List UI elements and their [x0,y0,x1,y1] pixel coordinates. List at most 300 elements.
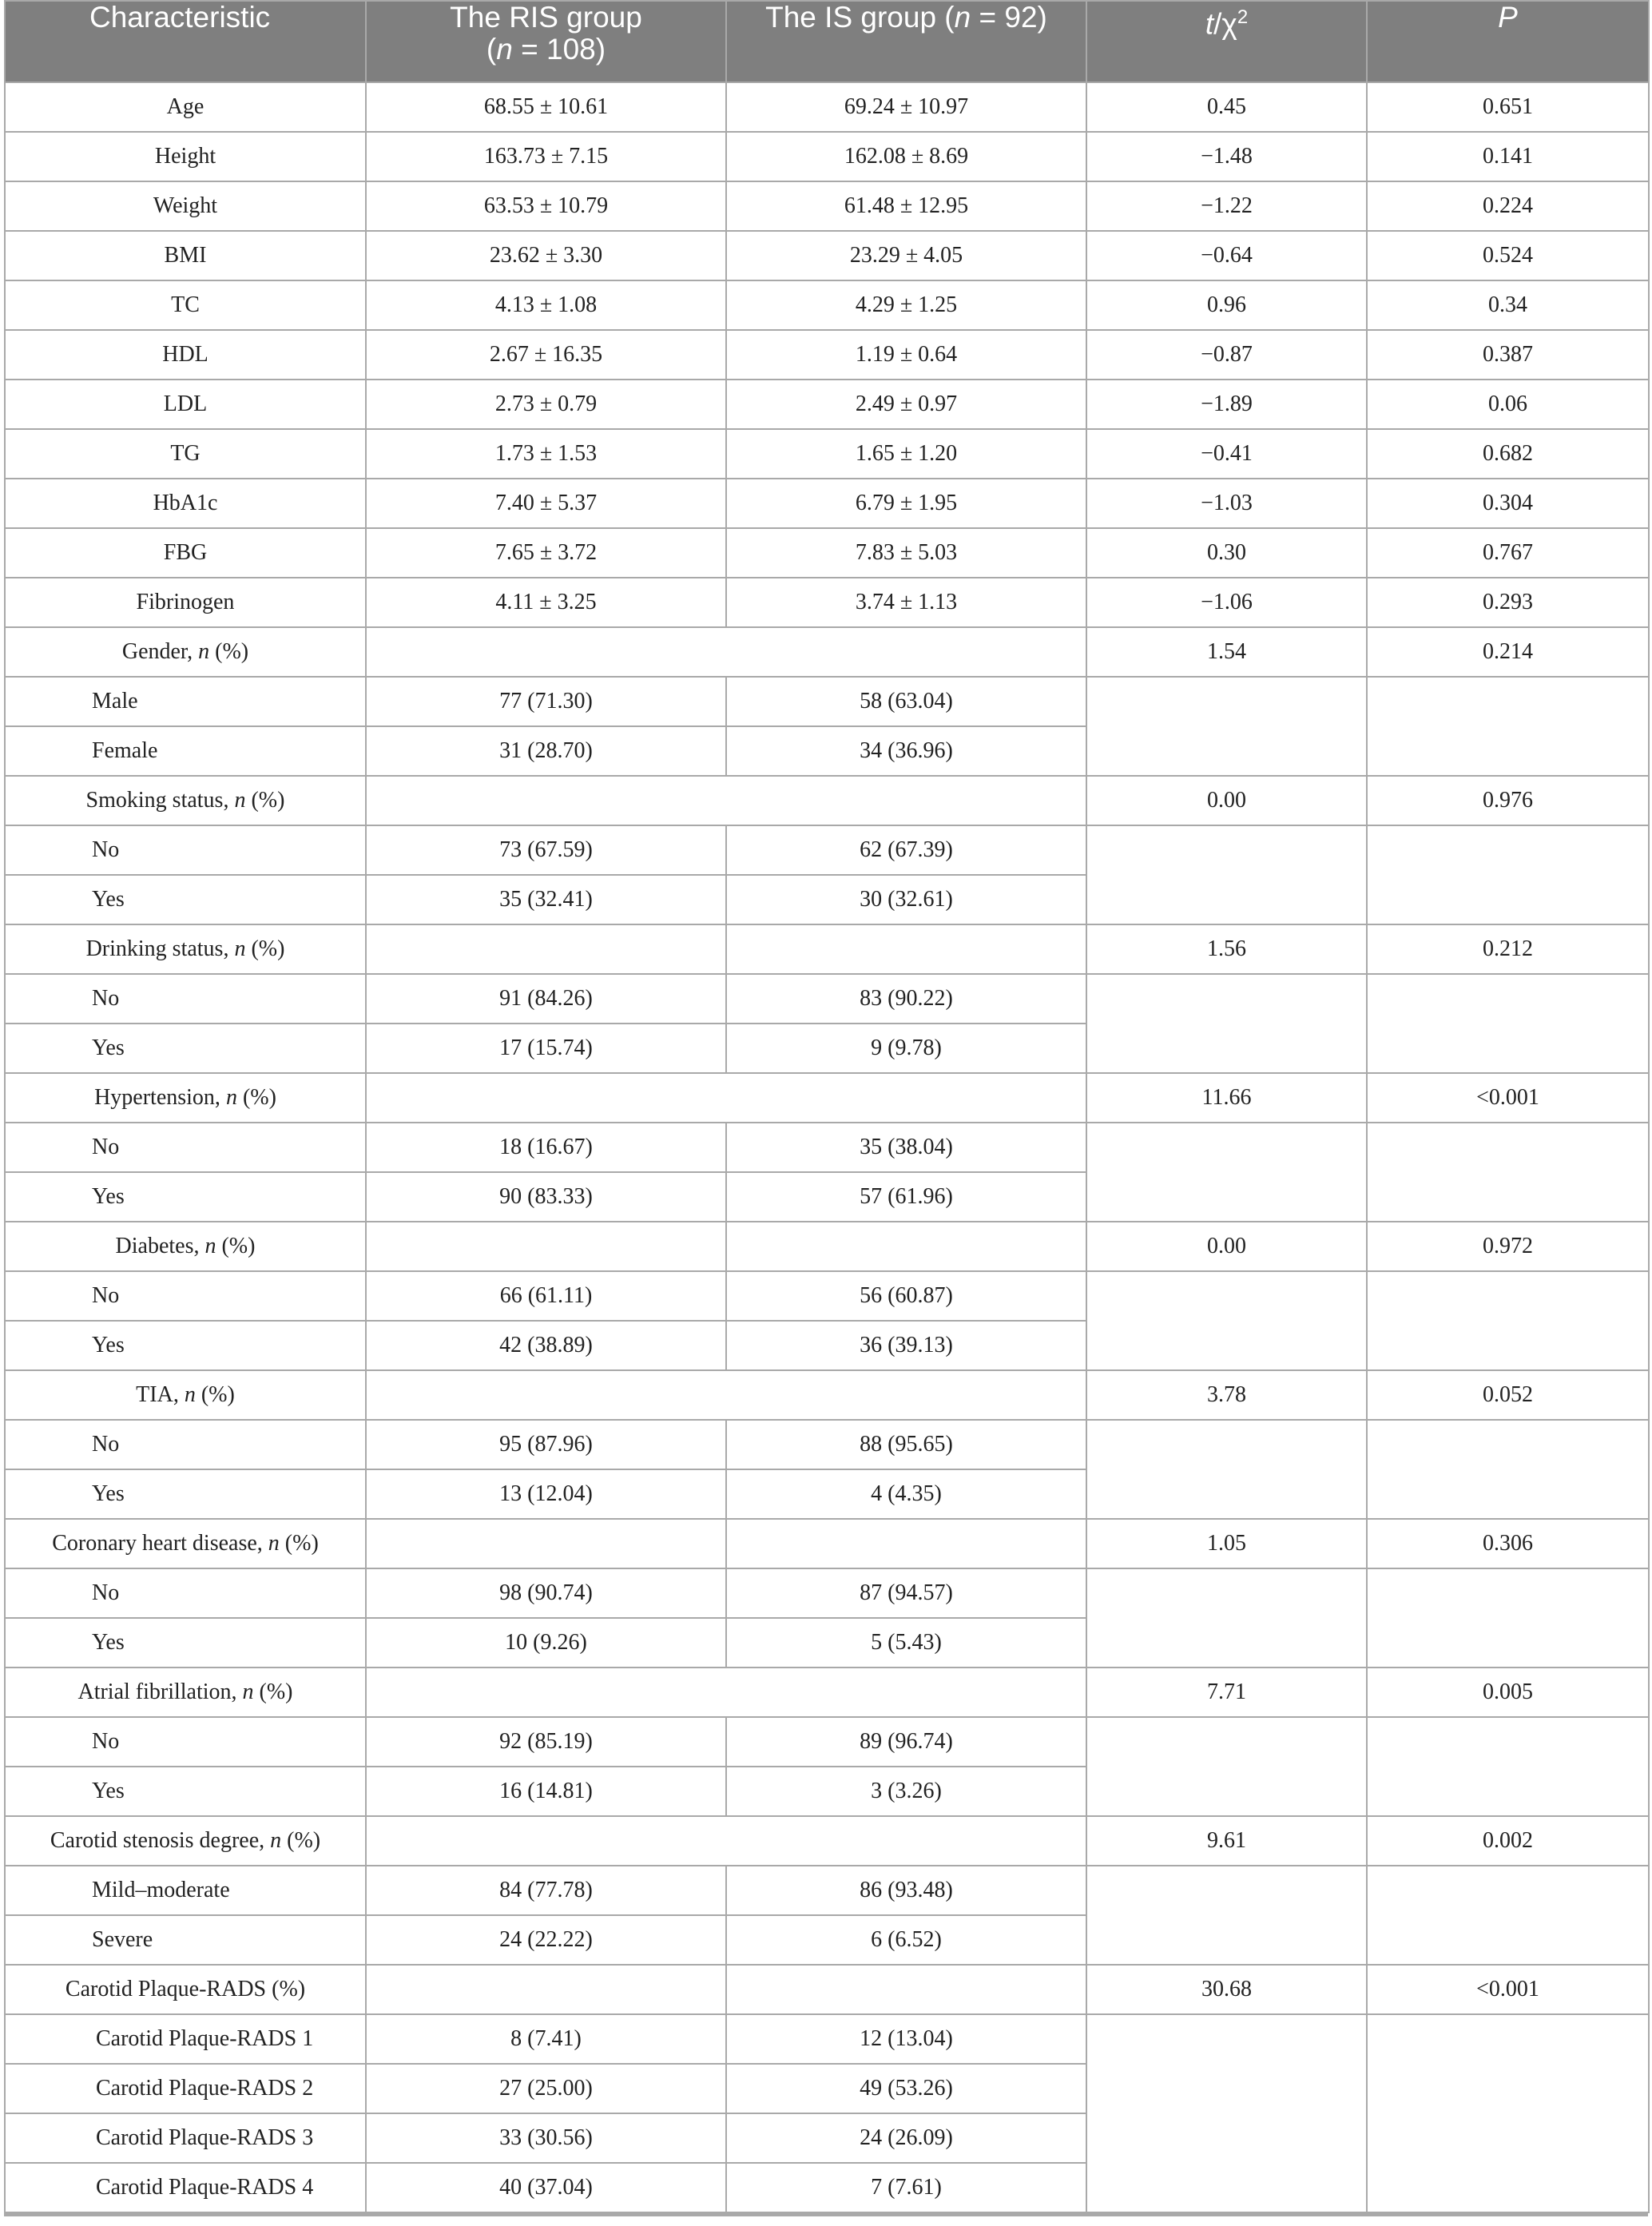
p-value [1367,479,1649,528]
stat-value-text: 0.00 [1207,1234,1246,1258]
stat-value [1086,429,1367,479]
group-label-n: n [234,936,246,961]
stat-value-text: 3.78 [1207,1382,1246,1407]
sub-label [5,1866,366,1915]
is-value [726,2163,1086,2212]
group-empty [726,1965,1086,2014]
ris-value [366,578,726,627]
row-label [5,479,366,528]
ris-value [366,726,726,776]
ris-value [366,1618,726,1668]
stat-value-text: 30.68 [1201,1977,1252,2001]
ris-value-text: 73 (67.59) [499,837,593,862]
p-value [1367,1073,1649,1123]
sub-label [5,1717,366,1767]
is-value-text: 162.08 ± 8.69 [844,144,969,169]
row-label-text: LDL [163,392,208,416]
header-ris-group: The RIS group (n = 108) [366,1,726,82]
ris-value [366,1717,726,1767]
p-value-text: 0.651 [1483,94,1533,119]
ris-value-text: 163.73 ± 7.15 [483,144,609,169]
ris-value-text: 42 (38.89) [499,1333,593,1357]
ris-value [366,2113,726,2163]
row-label-text: Age [166,94,205,119]
group-empty [366,1370,1086,1420]
p-value-text: 0.524 [1483,243,1533,268]
sub-label [5,726,366,776]
group-label [5,1222,366,1271]
merged-empty [1086,825,1367,924]
stat-value [1086,280,1367,330]
is-value-text: 62 (67.39) [860,837,953,862]
stat-value-text: 9.61 [1207,1828,1246,1853]
is-value-text: 3.74 ± 1.13 [855,590,958,614]
stat-value [1086,1222,1367,1271]
p-value [1367,1668,1649,1717]
sub-label [5,1123,366,1172]
stat-value-text: 1.05 [1207,1531,1246,1556]
p-value [1367,528,1649,578]
is-value [726,231,1086,280]
p-value [1367,1519,1649,1568]
group-label [5,1370,366,1420]
ris-value [366,1915,726,1965]
merged-empty [1086,1717,1367,1816]
table-row [5,280,1649,330]
is-value-text: 1.19 ± 0.64 [855,342,958,367]
sub-label [5,1618,366,1668]
p-value-text: 0.06 [1488,392,1527,416]
merged-empty [1086,1271,1367,1370]
sub-label-text: No [92,1729,120,1754]
sub-row [5,1123,1649,1172]
group-empty [366,1519,726,1568]
group-empty [366,1668,1086,1717]
ris-value-text: 35 (32.41) [499,887,593,912]
is-value-text: 88 (95.65) [860,1432,953,1457]
row-label-text: Height [154,144,216,169]
ris-value-text: 23.62 ± 3.30 [489,243,603,268]
merged-empty [1367,1568,1649,1668]
is-value [726,1024,1086,1073]
table-row [5,82,1649,132]
sub-label [5,1915,366,1965]
stat-value-text: 11.66 [1201,1085,1252,1110]
sub-row [5,1717,1649,1767]
group-header-row [5,1222,1649,1271]
p-value-text: <0.001 [1476,1085,1539,1110]
group-empty [726,924,1086,974]
group-label-label: Gender, [121,639,199,664]
sub-label-text: No [92,986,120,1011]
sub-label [5,1172,366,1222]
is-value [726,82,1086,132]
is-value [726,380,1086,429]
group-label-label: Drinking status, [85,936,235,961]
is-value-text: 3 (3.26) [871,1779,942,1803]
row-label [5,330,366,380]
sub-label-text: Yes [92,1333,125,1357]
group-empty [366,1816,1086,1866]
ris-value-text: 17 (15.74) [499,1035,593,1060]
p-value [1367,1222,1649,1271]
p-value [1367,429,1649,479]
table-row [5,330,1649,380]
ris-value-text: 2.67 ± 16.35 [489,342,603,367]
p-value [1367,924,1649,974]
is-value-text: 56 (60.87) [860,1283,953,1308]
group-header-row [5,1073,1649,1123]
group-label-label: Coronary heart disease, [52,1531,268,1556]
ris-value [366,1767,726,1816]
group-header-row [5,1965,1649,2014]
is-value-text: 6.79 ± 1.95 [855,491,958,515]
group-label-suffix: (%) [245,936,285,961]
table-row [5,429,1649,479]
stat-value [1086,1816,1367,1866]
ris-value-text: 40 (37.04) [499,2175,593,2200]
group-empty [366,627,1086,677]
group-empty [366,776,1086,825]
stat-value [1086,181,1367,231]
p-value-text: 0.141 [1483,144,1533,169]
stat-value-text: −1.22 [1201,193,1253,218]
sub-row [5,1420,1649,1469]
is-value-text: 7.83 ± 5.03 [855,540,958,565]
group-label-n: n [198,639,210,664]
stat-value-text: 0.96 [1207,292,1246,317]
ris-value-text: 27 (25.00) [499,2076,593,2101]
is-value [726,1767,1086,1816]
group-label-n: n [184,1382,196,1407]
sub-row [5,825,1649,875]
sub-label [5,677,366,726]
is-value [726,1866,1086,1915]
bottom-rule [4,2213,1648,2216]
stat-value-text: 0.30 [1207,540,1246,565]
ris-value [366,825,726,875]
row-label [5,429,366,479]
group-empty [366,1073,1086,1123]
stat-value [1086,231,1367,280]
group-label [5,1816,366,1866]
sub-label-text: No [92,1432,120,1457]
sub-row [5,677,1649,726]
p-value [1367,1965,1649,2014]
is-value-text: 23.29 ± 4.05 [849,243,963,268]
is-value [726,330,1086,380]
p-value [1367,578,1649,627]
sub-label [5,1024,366,1073]
sub-row [5,1568,1649,1618]
group-label-label: TIA, [136,1382,185,1407]
stat-value [1086,1668,1367,1717]
is-value [726,1172,1086,1222]
merged-empty [1367,1717,1649,1816]
is-value [726,280,1086,330]
is-value [726,181,1086,231]
stat-value [1086,479,1367,528]
ris-value [366,2163,726,2212]
row-label [5,528,366,578]
p-value-text: 0.293 [1483,590,1533,614]
sub-label-text: No [92,1580,120,1605]
header-p: P [1367,1,1649,82]
group-label [5,776,366,825]
is-value-text: 7 (7.61) [871,2175,942,2200]
is-value-text: 35 (38.04) [860,1135,953,1159]
merged-empty [1086,1420,1367,1519]
group-label-suffix: (%) [236,1085,276,1110]
is-value-text: 69.24 ± 10.97 [844,94,969,119]
row-label-text: HbA1c [153,491,218,515]
ris-value [366,1271,726,1321]
group-header-row [5,1668,1649,1717]
is-value-text: 1.65 ± 1.20 [855,441,958,466]
group-label-label: Smoking status, [85,788,235,813]
group-label [5,1519,366,1568]
p-value [1367,231,1649,280]
sub-label-text: Yes [92,1481,125,1506]
is-value-text: 36 (39.13) [860,1333,953,1357]
group-header-row [5,1519,1649,1568]
merged-empty [1086,1123,1367,1222]
row-label-text: Weight [153,193,218,218]
is-value [726,429,1086,479]
ris-value [366,330,726,380]
table-row [5,479,1649,528]
group-header-row [5,1816,1649,1866]
is-value-text: 30 (32.61) [860,887,953,912]
merged-empty [1086,677,1367,776]
sub-label [5,1469,366,1519]
ris-value-text: 84 (77.78) [499,1878,593,1902]
ris-value [366,1420,726,1469]
sub-label [5,1420,366,1469]
merged-empty [1367,1866,1649,1965]
header-characteristic: Characteristic [5,1,366,82]
ris-value-text: 92 (85.19) [499,1729,593,1754]
row-label-text: TC [171,292,200,317]
group-label-label: Hypertension, [94,1085,226,1110]
is-value-text: 34 (36.96) [860,738,953,763]
sub-label [5,2064,366,2113]
is-value-text: 83 (90.22) [860,986,953,1011]
ris-value [366,231,726,280]
p-value [1367,132,1649,181]
p-value-text: <0.001 [1476,1977,1539,2001]
merged-empty [1367,2014,1649,2212]
table-container [4,0,1648,2216]
is-value [726,1321,1086,1370]
header-is-group: The IS group (n = 92) [726,1,1086,82]
is-value [726,1420,1086,1469]
stat-value [1086,528,1367,578]
is-value [726,875,1086,924]
sub-label-text: Yes [92,1779,125,1803]
merged-empty [1367,974,1649,1073]
p-value [1367,330,1649,380]
stat-value-text: −0.64 [1201,243,1253,268]
p-value-text: 0.224 [1483,193,1533,218]
ris-value-text: 68.55 ± 10.61 [483,94,609,119]
is-value-text: 49 (53.26) [860,2076,953,2101]
row-label [5,578,366,627]
is-value [726,2064,1086,2113]
p-value-text: 0.214 [1483,639,1533,664]
sub-label-text: Yes [92,1035,125,1060]
sub-row [5,1271,1649,1321]
stat-value [1086,578,1367,627]
ris-value-text: 7.40 ± 5.37 [494,491,598,515]
is-value [726,2014,1086,2064]
stat-value [1086,1073,1367,1123]
ris-value-text: 91 (84.26) [499,986,593,1011]
ris-value [366,2064,726,2113]
sub-label [5,825,366,875]
sub-label-text: Yes [92,887,125,912]
stat-value-text: −1.48 [1201,144,1253,169]
merged-empty [1086,1866,1367,1965]
p-value [1367,181,1649,231]
p-value [1367,1370,1649,1420]
table-body [5,82,1649,2212]
sub-label-text: Yes [92,1184,125,1209]
group-label-n: n [270,1828,282,1853]
group-empty [726,1222,1086,1271]
ris-value [366,380,726,429]
is-value-text: 57 (61.96) [860,1184,953,1209]
p-value [1367,380,1649,429]
header-statistic: $t/\chi^2$ [1086,1,1367,82]
header-row [5,1,1649,82]
ris-value [366,875,726,924]
is-value-text: 4 (4.35) [871,1481,942,1506]
is-value [726,1271,1086,1321]
stat-value-text: −1.89 [1201,392,1253,416]
is-value [726,1717,1086,1767]
sub-label-text: Carotid Plaque-RADS 3 [96,2125,314,2150]
p-value-text: 0.682 [1483,441,1533,466]
group-label-label: Diabetes, [115,1234,205,1258]
stat-value-text: −1.03 [1201,491,1253,515]
row-label [5,132,366,181]
ris-value [366,974,726,1024]
table-row [5,380,1649,429]
ris-value [366,1123,726,1172]
group-label-label: Carotid stenosis degree, [50,1828,271,1853]
is-value [726,1123,1086,1172]
p-value-text: 0.34 [1488,292,1527,317]
group-empty [366,1222,726,1271]
ris-value [366,1568,726,1618]
ris-value-text: 66 (61.11) [499,1283,593,1308]
is-value [726,479,1086,528]
row-label-text: BMI [164,243,207,268]
stat-value [1086,1965,1367,2014]
p-value-text: 0.002 [1483,1828,1533,1853]
group-label-n: n [234,788,246,813]
ris-value-text: 1.73 ± 1.53 [494,441,598,466]
is-value-text: 24 (26.09) [860,2125,953,2150]
sub-label-text: Male [92,689,138,714]
ris-value [366,280,726,330]
ris-value [366,479,726,528]
group-label-suffix: (%) [245,788,285,813]
is-value [726,132,1086,181]
merged-empty [1086,2014,1367,2212]
p-value [1367,627,1649,677]
p-value-text: 0.306 [1483,1531,1533,1556]
p-value-text: 0.972 [1483,1234,1533,1258]
ris-value [366,1469,726,1519]
sub-label [5,974,366,1024]
ris-value [366,1866,726,1915]
table-row [5,231,1649,280]
is-value [726,825,1086,875]
group-label-label: Atrial fibrillation, [77,1679,243,1704]
stat-value-text: 0.00 [1207,788,1246,813]
is-value [726,2113,1086,2163]
stat-value-text: −0.41 [1201,441,1253,466]
stat-value-text: 0.45 [1207,94,1246,119]
ris-value-text: 77 (71.30) [499,689,593,714]
stat-value [1086,627,1367,677]
ris-value-text: 16 (14.81) [499,1779,593,1803]
merged-empty [1367,825,1649,924]
p-value-text: 0.767 [1483,540,1533,565]
ris-value-text: 24 (22.22) [499,1927,593,1952]
group-empty [366,1965,726,2014]
group-label [5,924,366,974]
sub-label-text: Carotid Plaque-RADS 2 [96,2076,314,2101]
p-value-text: 0.212 [1483,936,1533,961]
row-label [5,82,366,132]
group-label-n: n [242,1679,254,1704]
sub-label [5,1568,366,1618]
stat-value [1086,330,1367,380]
ris-value-text: 31 (28.70) [499,738,593,763]
merged-empty [1367,1123,1649,1222]
merged-empty [1367,1420,1649,1519]
ris-value [366,82,726,132]
merged-empty [1086,1568,1367,1668]
sub-label [5,875,366,924]
is-value-text: 9 (9.78) [871,1035,942,1060]
ris-value [366,1024,726,1073]
ris-value-text: 2.73 ± 0.79 [494,392,598,416]
sub-label-text: Carotid Plaque-RADS 1 [96,2026,314,2051]
sub-label-text: No [92,1283,120,1308]
row-label [5,231,366,280]
row-label-text: FBG [163,540,208,565]
merged-empty [1086,974,1367,1073]
ris-value-text: 95 (87.96) [499,1432,593,1457]
row-label-text: HDL [162,342,208,367]
is-value [726,974,1086,1024]
table-row [5,181,1649,231]
is-value-text: 87 (94.57) [860,1580,953,1605]
p-value [1367,776,1649,825]
ris-value [366,528,726,578]
row-label [5,380,366,429]
sub-row [5,974,1649,1024]
sub-label-text: Yes [92,1630,125,1655]
group-label-suffix: (%) [253,1679,293,1704]
ris-value-text: 18 (16.67) [499,1135,593,1159]
row-label [5,280,366,330]
is-value-text: 86 (93.48) [860,1878,953,1902]
